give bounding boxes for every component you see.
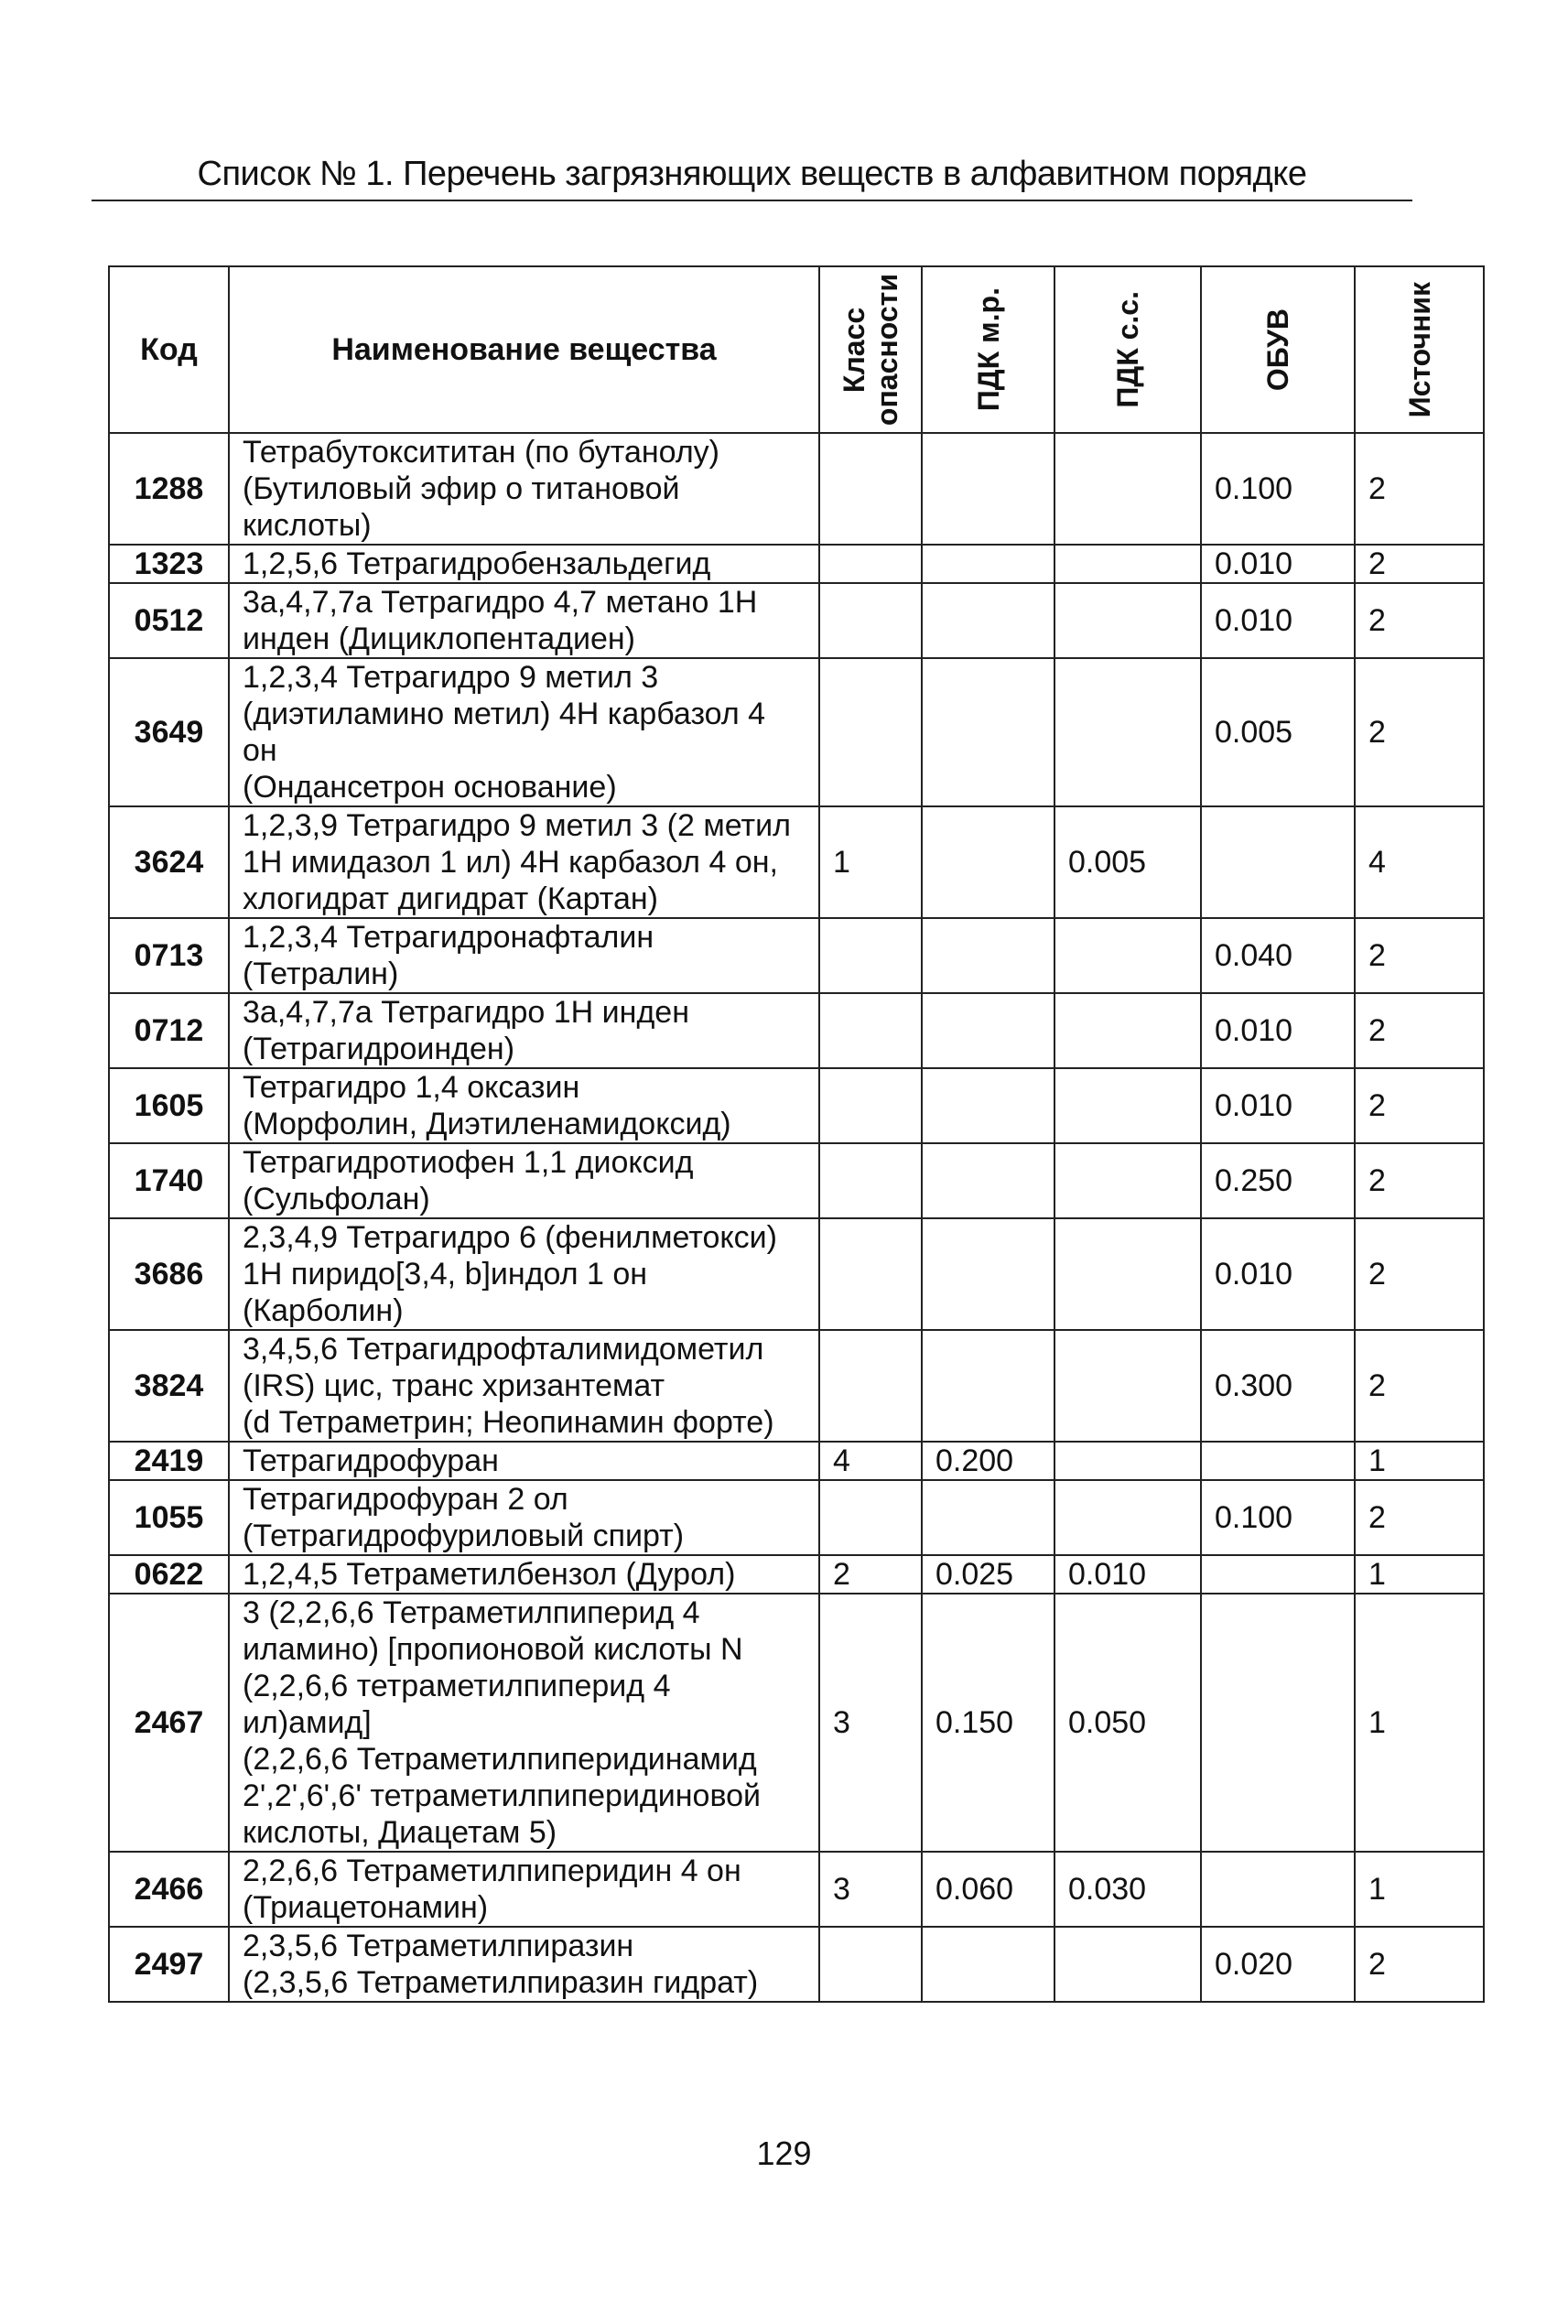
cell-code: 0622 [109, 1555, 229, 1594]
table-row [109, 1927, 1484, 2002]
cell-name: Тетрабутоксититан (по бутанолу) (Бутиловый эфир о титановой кислоты) [229, 433, 819, 545]
cell-source: 2 [1355, 1330, 1484, 1442]
cell-pdk-ss: 0.010 [1054, 1555, 1201, 1594]
cell-name: 3 (2,2,6,6 Тетраметилпиперид 4 иламино) [пропионовой кислоты N (2,2,6,6 тетраметилпиперид 4 ил)амид] (2,2,6,6 Тетраметилпиперидинамид 2',2',6',6' тетраметилпиперидиновой кислоты, Диацетам 5) [229, 1594, 819, 1852]
cell-obuv: 0.010 [1201, 1068, 1355, 1143]
cell-pdk-mr [922, 1218, 1054, 1330]
cell-pdk-ss [1054, 1218, 1201, 1330]
column-header-source [1355, 266, 1484, 433]
cell-name: 3,4,5,6 Тетрагидрофталимидометил (IRS) цис, транс хризантемат (d Тетраметрин; Неопинамин форте) [229, 1330, 819, 1442]
cell-source: 1 [1355, 1555, 1484, 1594]
cell-obuv [1201, 1852, 1355, 1927]
cell-source: 2 [1355, 1480, 1484, 1555]
cell-code: 2497 [109, 1927, 229, 2002]
table-row [109, 1594, 1484, 1852]
cell-pdk-mr [922, 1480, 1054, 1555]
table-row [109, 658, 1484, 806]
cell-obuv: 0.300 [1201, 1330, 1355, 1442]
cell-source: 2 [1355, 1218, 1484, 1330]
cell-name: 2,2,6,6 Тетраметилпиперидин 4 он (Триацетонамин) [229, 1852, 819, 1927]
cell-pdk-ss [1054, 993, 1201, 1068]
source-label: Источник [1402, 281, 1436, 418]
cell-pdk-mr [922, 583, 1054, 658]
cell-name: 1,2,3,9 Тетрагидро 9 метил 3 (2 метил 1H имидазол 1 ил) 4H карбазол 4 он, хлогидрат дигидрат (Картан) [229, 806, 819, 918]
cell-code: 2467 [109, 1594, 229, 1852]
cell-pdk-ss [1054, 1442, 1201, 1480]
hazard-class-label: Класс опасности [838, 273, 903, 427]
cell-source: 2 [1355, 918, 1484, 993]
cell-source: 2 [1355, 1143, 1484, 1218]
page-number: 129 [756, 2135, 812, 2172]
cell-source: 2 [1355, 583, 1484, 658]
cell-name: 3a,4,7,7a Тетрагидро 1H инден (Тетрагидроинден) [229, 993, 819, 1068]
cell-source: 4 [1355, 806, 1484, 918]
table-row [109, 1330, 1484, 1442]
pdk-ss-label: ПДК с.с. [1111, 291, 1144, 408]
cell-hazard-class [819, 1143, 922, 1218]
cell-name: 1,2,4,5 Тетраметилбензол (Дурол) [229, 1555, 819, 1594]
cell-hazard-class: 3 [819, 1852, 922, 1927]
table-row [109, 433, 1484, 545]
cell-hazard-class [819, 1927, 922, 2002]
cell-name: Тетрагидрофуран 2 ол (Тетрагидрофуриловый спирт) [229, 1480, 819, 1555]
cell-source: 2 [1355, 1068, 1484, 1143]
cell-obuv: 0.020 [1201, 1927, 1355, 2002]
cell-hazard-class [819, 1068, 922, 1143]
cell-pdk-mr [922, 1068, 1054, 1143]
table-row [109, 1442, 1484, 1480]
cell-name: 1,2,5,6 Тетрагидробензальдегид [229, 545, 819, 583]
cell-code: 1605 [109, 1068, 229, 1143]
table-row [109, 1218, 1484, 1330]
cell-source: 2 [1355, 658, 1484, 806]
cell-code: 0512 [109, 583, 229, 658]
column-header-code: Код [109, 266, 229, 433]
cell-pdk-mr [922, 658, 1054, 806]
cell-hazard-class [819, 545, 922, 583]
cell-pdk-ss [1054, 433, 1201, 545]
table-row [109, 545, 1484, 583]
cell-source: 2 [1355, 545, 1484, 583]
cell-obuv: 0.010 [1201, 993, 1355, 1068]
cell-pdk-ss [1054, 583, 1201, 658]
cell-pdk-mr [922, 993, 1054, 1068]
cell-hazard-class [819, 1218, 922, 1330]
cell-pdk-ss: 0.050 [1054, 1594, 1201, 1852]
column-header-hazard-class [819, 266, 922, 433]
obuv-label: ОБУВ [1261, 308, 1294, 392]
cell-source: 2 [1355, 993, 1484, 1068]
cell-obuv: 0.010 [1201, 545, 1355, 583]
cell-hazard-class [819, 433, 922, 545]
cell-obuv: 0.100 [1201, 433, 1355, 545]
cell-pdk-mr: 0.150 [922, 1594, 1054, 1852]
substances-table [108, 265, 1485, 2003]
cell-code: 2466 [109, 1852, 229, 1927]
cell-hazard-class [819, 993, 922, 1068]
cell-pdk-ss [1054, 658, 1201, 806]
cell-pdk-ss [1054, 1927, 1201, 2002]
cell-pdk-ss [1054, 545, 1201, 583]
cell-code: 0712 [109, 993, 229, 1068]
table-row [109, 806, 1484, 918]
cell-obuv [1201, 1442, 1355, 1480]
cell-hazard-class [819, 918, 922, 993]
cell-source: 2 [1355, 433, 1484, 545]
cell-obuv: 0.005 [1201, 658, 1355, 806]
cell-obuv: 0.100 [1201, 1480, 1355, 1555]
cell-pdk-mr [922, 545, 1054, 583]
cell-pdk-ss [1054, 918, 1201, 993]
page-header-title: Список № 1. Перечень загрязняющих веществ в алфавитном порядке [197, 155, 1307, 193]
cell-source: 1 [1355, 1852, 1484, 1927]
cell-pdk-mr [922, 918, 1054, 993]
table-header-row [109, 266, 1484, 433]
cell-obuv: 0.250 [1201, 1143, 1355, 1218]
cell-pdk-ss: 0.005 [1054, 806, 1201, 918]
cell-pdk-mr [922, 1927, 1054, 2002]
cell-hazard-class: 3 [819, 1594, 922, 1852]
cell-hazard-class [819, 583, 922, 658]
cell-obuv: 0.040 [1201, 918, 1355, 993]
cell-name: 1,2,3,4 Тетрагидро 9 метил 3 (диэтиламино метил) 4H карбазол 4 он (Ондансетрон основание) [229, 658, 819, 806]
cell-pdk-mr [922, 1330, 1054, 1442]
cell-hazard-class [819, 1330, 922, 1442]
cell-source: 1 [1355, 1442, 1484, 1480]
table-row [109, 1143, 1484, 1218]
cell-name: 1,2,3,4 Тетрагидронафталин (Тетралин) [229, 918, 819, 993]
column-header-obuv [1201, 266, 1355, 433]
cell-pdk-ss [1054, 1143, 1201, 1218]
cell-code: 1740 [109, 1143, 229, 1218]
cell-pdk-mr: 0.200 [922, 1442, 1054, 1480]
column-header-name: Наименование вещества [229, 266, 819, 433]
table-row [109, 1555, 1484, 1594]
cell-code: 0713 [109, 918, 229, 993]
cell-pdk-mr [922, 1143, 1054, 1218]
cell-name: 2,3,4,9 Тетрагидро 6 (фенилметокси) 1H пиридо[3,4, b]индол 1 он (Карболин) [229, 1218, 819, 1330]
cell-pdk-mr: 0.060 [922, 1852, 1054, 1927]
cell-obuv [1201, 1594, 1355, 1852]
cell-code: 2419 [109, 1442, 229, 1480]
cell-code: 1055 [109, 1480, 229, 1555]
cell-obuv: 0.010 [1201, 1218, 1355, 1330]
table-row [109, 583, 1484, 658]
cell-pdk-ss: 0.030 [1054, 1852, 1201, 1927]
column-header-pdk-ss [1054, 266, 1201, 433]
cell-code: 3624 [109, 806, 229, 918]
cell-obuv [1201, 1555, 1355, 1594]
table-row [109, 1852, 1484, 1927]
cell-pdk-mr [922, 433, 1054, 545]
cell-obuv [1201, 806, 1355, 918]
cell-code: 1288 [109, 433, 229, 545]
pdk-mr-label: ПДК м.р. [971, 287, 1005, 412]
cell-name: Тетрагидро 1,4 оксазин (Морфолин, Диэтиленамидоксид) [229, 1068, 819, 1143]
cell-hazard-class: 4 [819, 1442, 922, 1480]
cell-code: 3824 [109, 1330, 229, 1442]
column-header-pdk-mr [922, 266, 1054, 433]
cell-hazard-class: 1 [819, 806, 922, 918]
cell-obuv: 0.010 [1201, 583, 1355, 658]
cell-source: 2 [1355, 1927, 1484, 2002]
cell-pdk-ss [1054, 1330, 1201, 1442]
cell-pdk-mr: 0.025 [922, 1555, 1054, 1594]
cell-pdk-ss [1054, 1068, 1201, 1143]
cell-name: Тетрагидротиофен 1,1 диоксид (Сульфолан) [229, 1143, 819, 1218]
cell-source: 1 [1355, 1594, 1484, 1852]
cell-name: 3a,4,7,7a Тетрагидро 4,7 метано 1H инден (Дициклопентадиен) [229, 583, 819, 658]
table-row [109, 918, 1484, 993]
cell-pdk-mr [922, 806, 1054, 918]
table-row [109, 993, 1484, 1068]
cell-hazard-class: 2 [819, 1555, 922, 1594]
cell-code: 1323 [109, 545, 229, 583]
cell-hazard-class [819, 1480, 922, 1555]
table-row [109, 1480, 1484, 1555]
cell-code: 3649 [109, 658, 229, 806]
table-row [109, 1068, 1484, 1143]
header-divider [92, 200, 1412, 201]
cell-pdk-ss [1054, 1480, 1201, 1555]
cell-name: Тетрагидрофуран [229, 1442, 819, 1480]
cell-hazard-class [819, 658, 922, 806]
cell-code: 3686 [109, 1218, 229, 1330]
cell-name: 2,3,5,6 Тетраметилпиразин (2,3,5,6 Тетраметилпиразин гидрат) [229, 1927, 819, 2002]
